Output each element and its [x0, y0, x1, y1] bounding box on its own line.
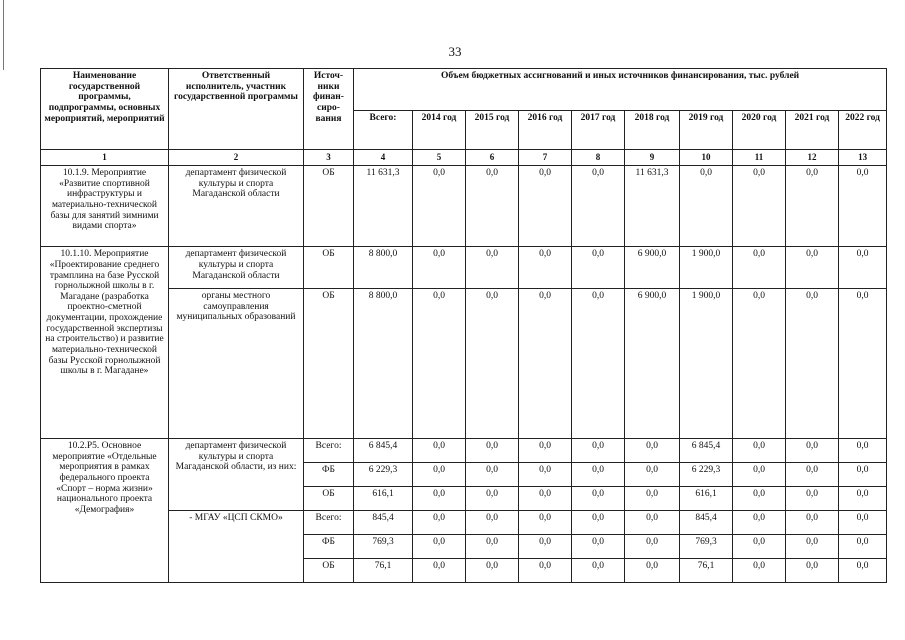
column-number: 2: [169, 150, 304, 166]
funding-source: ФБ: [304, 534, 354, 558]
value-2019: 1 900,0: [680, 288, 733, 438]
value-2016: 0,0: [519, 511, 572, 535]
value-2019: 769,3: [680, 534, 733, 558]
value-2019: 845,4: [680, 511, 733, 535]
column-number: 8: [572, 150, 625, 166]
value-2016: 0,0: [519, 247, 572, 289]
value-2014: 0,0: [413, 288, 466, 438]
header-year: 2019 год: [680, 110, 733, 150]
executor: департамент физической культуры и спорта Магаданской области, из них:: [169, 439, 304, 511]
value-2017: 0,0: [572, 439, 625, 463]
executor: департамент физической культуры и спорта Магаданской области: [169, 166, 304, 247]
header-year: 2020 год: [733, 110, 786, 150]
value-2016: 0,0: [519, 439, 572, 463]
funding-source: ОБ: [304, 487, 354, 511]
executor: органы местного самоуправления муниципальных образований: [169, 288, 304, 438]
program-name: 10.1.9. Мероприятие «Развитие спортивной инфраструктуры и материально-технической базы для занятий зимними видами спорта»: [41, 166, 169, 247]
value-2020: 0,0: [733, 534, 786, 558]
table-row: [41, 247, 887, 289]
value-2021: 0,0: [786, 534, 839, 558]
value-2017: 0,0: [572, 511, 625, 535]
value-2022: 0,0: [839, 558, 887, 582]
value-2015: 0,0: [466, 247, 519, 289]
value-2018: 6 900,0: [625, 247, 680, 289]
value-total: 6 845,4: [354, 439, 413, 463]
header-year: 2021 год: [786, 110, 839, 150]
value-2022: 0,0: [839, 534, 887, 558]
value-2022: 0,0: [839, 166, 887, 247]
header-row: [41, 69, 887, 111]
value-2019: 0,0: [680, 166, 733, 247]
value-2018: 0,0: [625, 463, 680, 487]
value-2019: 76,1: [680, 558, 733, 582]
value-2022: 0,0: [839, 439, 887, 463]
value-2018: 0,0: [625, 534, 680, 558]
value-2017: 0,0: [572, 487, 625, 511]
header-name: Наименование государственной программы, подпрограммы, основных мероприятий, мероприятий: [41, 69, 169, 150]
value-2016: 0,0: [519, 558, 572, 582]
value-2014: 0,0: [413, 439, 466, 463]
value-total: 76,1: [354, 558, 413, 582]
value-2020: 0,0: [733, 166, 786, 247]
value-2016: 0,0: [519, 463, 572, 487]
value-2018: 11 631,3: [625, 166, 680, 247]
value-2015: 0,0: [466, 166, 519, 247]
value-2015: 0,0: [466, 439, 519, 463]
value-2020: 0,0: [733, 487, 786, 511]
value-2017: 0,0: [572, 558, 625, 582]
value-2021: 0,0: [786, 247, 839, 289]
funding-source: Всего:: [304, 439, 354, 463]
value-2014: 0,0: [413, 558, 466, 582]
value-2015: 0,0: [466, 534, 519, 558]
value-2020: 0,0: [733, 511, 786, 535]
column-number: 11: [733, 150, 786, 166]
funding-source: Всего:: [304, 511, 354, 535]
value-2016: 0,0: [519, 487, 572, 511]
value-2016: 0,0: [519, 534, 572, 558]
value-2016: 0,0: [519, 288, 572, 438]
value-2015: 0,0: [466, 288, 519, 438]
value-total: 769,3: [354, 534, 413, 558]
value-2014: 0,0: [413, 511, 466, 535]
value-2021: 0,0: [786, 463, 839, 487]
program-name: 10.1.10. Мероприятие «Проектирование среднего трамплина на базе Русской горнолыжной школы в г. Магадане (разработка проектно-сметной документации, прохождение государственной экспертизы на строительство) и развитие материально-технической базы Русской горнолыжной школы в г. Магадане»: [41, 247, 169, 439]
funding-source: ОБ: [304, 558, 354, 582]
value-2018: 0,0: [625, 439, 680, 463]
value-2020: 0,0: [733, 439, 786, 463]
value-total: 845,4: [354, 511, 413, 535]
value-2020: 0,0: [733, 463, 786, 487]
value-2014: 0,0: [413, 534, 466, 558]
page-edge-line: [3, 0, 4, 70]
funding-source: ОБ: [304, 288, 354, 438]
value-2018: 0,0: [625, 487, 680, 511]
funding-source: ФБ: [304, 463, 354, 487]
table-row: [41, 439, 887, 463]
value-2017: 0,0: [572, 534, 625, 558]
value-total: 6 229,3: [354, 463, 413, 487]
value-2019: 1 900,0: [680, 247, 733, 289]
value-2016: 0,0: [519, 166, 572, 247]
table-row: [41, 166, 887, 247]
value-2015: 0,0: [466, 463, 519, 487]
column-number: 4: [354, 150, 413, 166]
value-2018: 0,0: [625, 558, 680, 582]
value-2017: 0,0: [572, 166, 625, 247]
value-2014: 0,0: [413, 487, 466, 511]
header-year: 2022 год: [839, 110, 887, 150]
value-2019: 6 229,3: [680, 463, 733, 487]
value-2021: 0,0: [786, 487, 839, 511]
value-2014: 0,0: [413, 166, 466, 247]
value-2022: 0,0: [839, 487, 887, 511]
column-number-row: [41, 150, 887, 166]
value-total: 11 631,3: [354, 166, 413, 247]
value-2020: 0,0: [733, 558, 786, 582]
column-number: 5: [413, 150, 466, 166]
header-year: 2015 год: [466, 110, 519, 150]
column-number: 1: [41, 150, 169, 166]
funding-source: ОБ: [304, 247, 354, 289]
header-year: 2017 год: [572, 110, 625, 150]
value-2021: 0,0: [786, 511, 839, 535]
program-name: 10.2.Р5. Основное мероприятие «Отдельные мероприятия в рамках федерального проекта «Спорт – норма жизни» национального проекта «Демография»: [41, 439, 169, 583]
value-2017: 0,0: [572, 247, 625, 289]
value-2020: 0,0: [733, 247, 786, 289]
header-year: 2018 год: [625, 110, 680, 150]
executor: департамент физической культуры и спорта Магаданской области: [169, 247, 304, 289]
header-year: 2016 год: [519, 110, 572, 150]
header-executor: Ответственный исполнитель, участник государственной программы: [169, 69, 304, 150]
header-year: 2014 год: [413, 110, 466, 150]
value-2015: 0,0: [466, 558, 519, 582]
value-total: 8 800,0: [354, 288, 413, 438]
header-volume: Объем бюджетных ассигнований и иных источников финансирования, тыс. рублей: [354, 69, 887, 111]
value-2019: 616,1: [680, 487, 733, 511]
column-number: 13: [839, 150, 887, 166]
value-total: 8 800,0: [354, 247, 413, 289]
value-2015: 0,0: [466, 487, 519, 511]
value-2021: 0,0: [786, 558, 839, 582]
value-2021: 0,0: [786, 439, 839, 463]
column-number: 6: [466, 150, 519, 166]
header-source: Источ-ники финан-сиро-вания: [304, 69, 354, 150]
value-2018: 6 900,0: [625, 288, 680, 438]
value-2022: 0,0: [839, 463, 887, 487]
column-number: 3: [304, 150, 354, 166]
funding-source: ОБ: [304, 166, 354, 247]
column-number: 10: [680, 150, 733, 166]
value-2015: 0,0: [466, 511, 519, 535]
column-number: 12: [786, 150, 839, 166]
header-total: Всего:: [354, 110, 413, 150]
value-total: 616,1: [354, 487, 413, 511]
page-number: 33: [448, 44, 462, 59]
value-2017: 0,0: [572, 288, 625, 438]
value-2014: 0,0: [413, 463, 466, 487]
value-2018: 0,0: [625, 511, 680, 535]
value-2022: 0,0: [839, 511, 887, 535]
value-2021: 0,0: [786, 288, 839, 438]
value-2020: 0,0: [733, 288, 786, 438]
value-2022: 0,0: [839, 247, 887, 289]
value-2014: 0,0: [413, 247, 466, 289]
executor: - МГАУ «ЦСП СКМО»: [169, 511, 304, 583]
value-2019: 6 845,4: [680, 439, 733, 463]
value-2022: 0,0: [839, 288, 887, 438]
value-2021: 0,0: [786, 166, 839, 247]
value-2017: 0,0: [572, 463, 625, 487]
column-number: 9: [625, 150, 680, 166]
column-number: 7: [519, 150, 572, 166]
budget-table: [40, 68, 887, 583]
